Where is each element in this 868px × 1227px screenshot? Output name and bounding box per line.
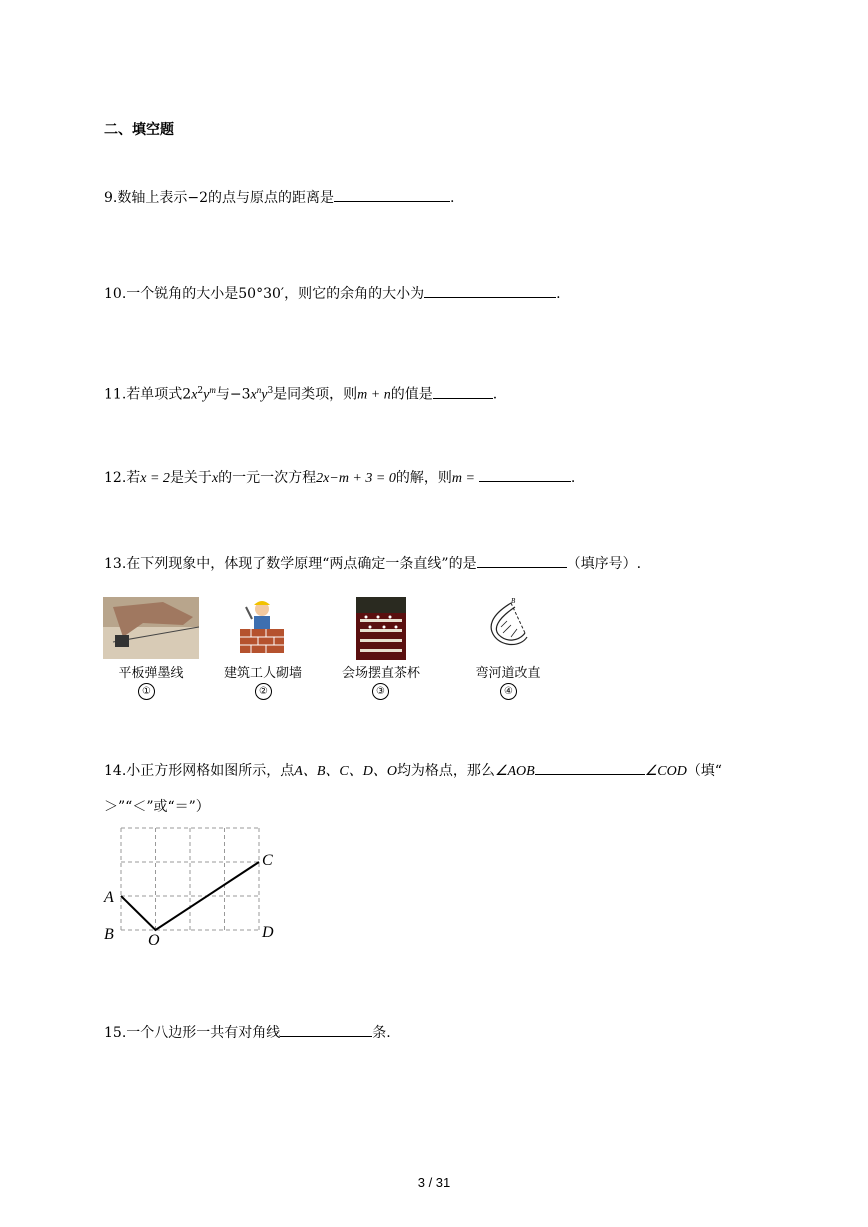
option-number-2: ② (255, 683, 272, 700)
meeting-hall-photo (356, 597, 406, 660)
answer-blank-10[interactable] (424, 283, 556, 298)
point-label-o: O (148, 932, 160, 949)
option-number-3: ③ (372, 683, 389, 700)
section-title: 二、填空题 (104, 122, 174, 138)
question-12: 12.若x = 2是关于x的一元一次方程2x−m + 3 = 0的解，则m = . (104, 467, 575, 489)
question-11: 11.若单项式$2x^2y^m$与$-3x^ny^3$是同类项，则m + n的值是 . (104, 385, 498, 403)
answer-blank-13[interactable] (477, 553, 567, 568)
answer-blank-15[interactable] (280, 1022, 372, 1037)
point-label-b: B (104, 926, 114, 943)
point-label-a: A (104, 889, 114, 906)
answer-blank-9[interactable] (334, 187, 450, 202)
point-label-d: D (262, 924, 274, 941)
river-straighten-image (481, 597, 537, 653)
image-caption-1: 平板弹墨线 (118, 666, 184, 681)
question-15: 15.一个八边形一共有对角线 条. (104, 1022, 391, 1043)
page-number: 3 / 31 (417, 1175, 451, 1190)
answer-blank-14[interactable] (535, 760, 645, 775)
answer-blank-11[interactable] (433, 384, 493, 399)
image-caption-3: 会场摆直茶杯 (341, 666, 420, 681)
question-9: 9.数轴上表示−2的点与原点的距离是 . (104, 187, 454, 208)
ink-line-photo (103, 597, 199, 659)
image-caption-4: 弯河道改直 (475, 666, 541, 681)
image-caption-2: 建筑工人砌墙 (223, 666, 302, 681)
option-number-1: ① (138, 683, 155, 700)
point-label-c: C (262, 852, 273, 869)
option-number-4: ④ (500, 683, 517, 700)
bricklayer-image (236, 597, 288, 653)
svg-text:B: B (511, 597, 516, 605)
question-14-line2: ＞”“＜”或“＝”） (104, 799, 210, 815)
question-10: 10.一个锐角的大小是50°30′，则它的余角的大小为 . (104, 283, 561, 304)
question-13: 13.在下列现象中，体现了数学原理“两点确定一条直线”的是 （填序号）. (104, 553, 641, 574)
question-14: 14.小正方形网格如图所示，点A、B、C、D、O均为格点，那么∠AOB ∠COD（填“ (104, 760, 722, 782)
answer-blank-12[interactable] (479, 467, 571, 482)
